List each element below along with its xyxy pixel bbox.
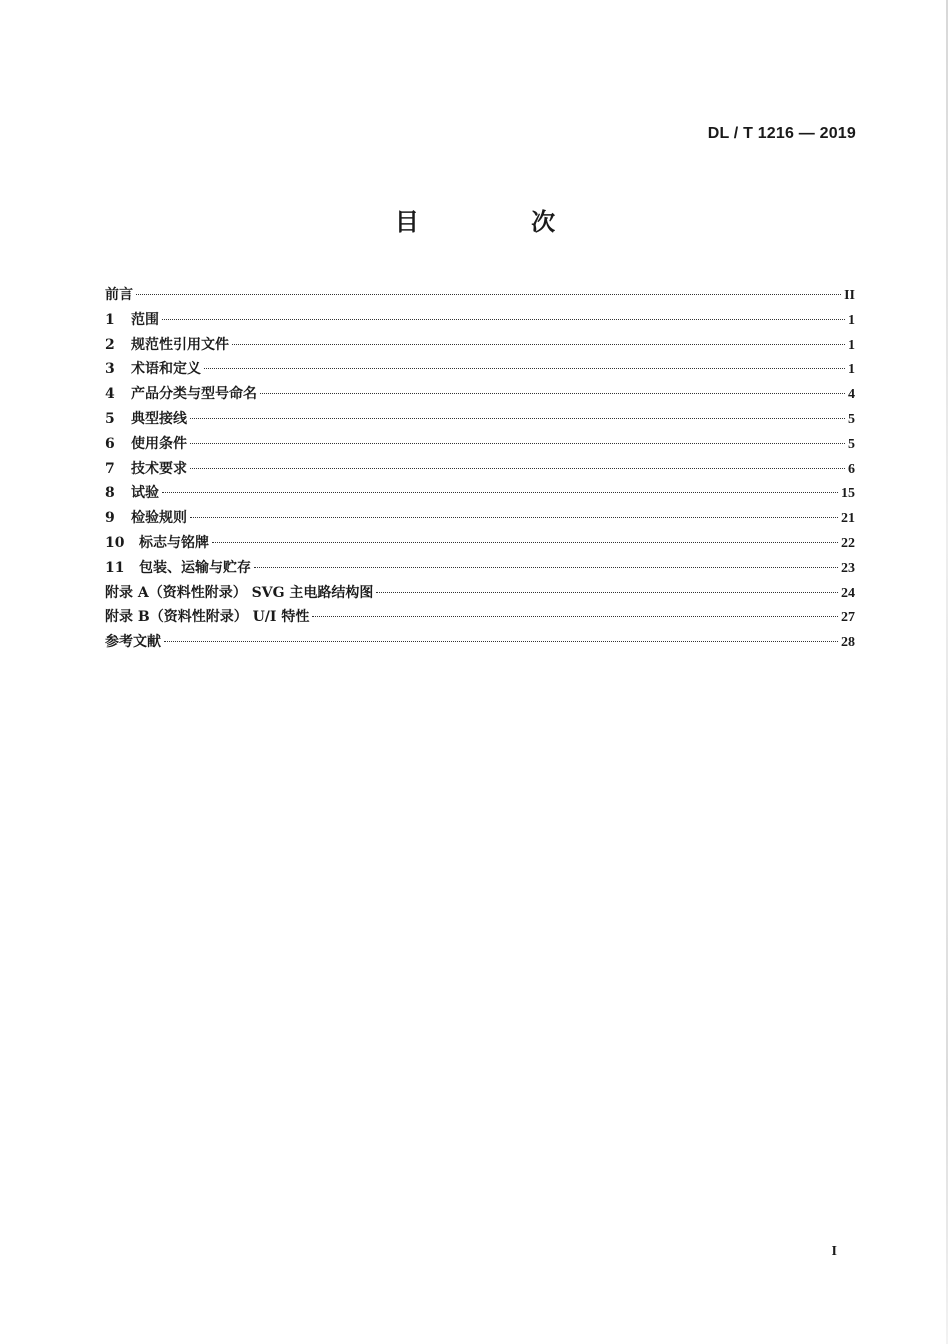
page-number: I xyxy=(831,1244,837,1259)
toc-dot-leader xyxy=(376,592,838,593)
toc-dot-leader xyxy=(162,319,845,320)
toc-entry-label: 前言 xyxy=(105,287,133,303)
toc-dot-leader xyxy=(312,616,838,617)
toc-entry-page: 5 xyxy=(848,411,855,427)
toc-entry-inspection-rules[interactable] xyxy=(105,507,855,532)
toc-entry-terms-definitions[interactable] xyxy=(105,358,855,383)
toc-entry-annex-a[interactable] xyxy=(105,582,855,607)
toc-entry-label: 检验规则 xyxy=(131,510,187,527)
toc-entry-label: 术语和定义 xyxy=(131,361,201,378)
scan-edge-shadow xyxy=(946,0,948,1344)
toc-dot-leader xyxy=(162,492,838,493)
toc-entry-number: 6 xyxy=(105,435,115,452)
toc-entry-label: 包装、运输与贮存 xyxy=(139,559,251,576)
toc-dot-leader xyxy=(190,418,845,419)
toc-entry-number: 8 xyxy=(105,485,115,502)
toc-dot-leader xyxy=(190,517,838,518)
toc-entry-bibliography[interactable] xyxy=(105,631,855,656)
toc-entry-page: 4 xyxy=(848,387,855,403)
toc-entry-tests[interactable] xyxy=(105,482,855,507)
toc-entry-label: 技术要求 xyxy=(131,460,187,477)
toc-entry-number: 7 xyxy=(105,460,115,477)
toc-entry-classification[interactable] xyxy=(105,383,855,408)
toc-entry-annex-b[interactable] xyxy=(105,606,855,631)
toc-entry-page: 1 xyxy=(848,362,855,378)
toc-entry-number: 5 xyxy=(105,410,115,427)
toc-dot-leader xyxy=(260,393,845,394)
toc-entry-label: 附录 B（资料性附录） U/I 特性 xyxy=(105,609,310,626)
toc-entry-typical-wiring[interactable] xyxy=(105,408,855,433)
document-code: DL / T 1216 — 2019 xyxy=(707,125,856,142)
toc-entry-page: 22 xyxy=(841,535,855,551)
toc-dot-leader xyxy=(232,344,845,345)
toc-entry-label: 标志与铭牌 xyxy=(139,534,209,551)
toc-entry-number: 4 xyxy=(105,386,115,403)
toc-dot-leader xyxy=(254,567,838,568)
toc-entry-page: 15 xyxy=(841,486,855,502)
toc-dot-leader xyxy=(190,468,845,469)
toc-entry-label: 试验 xyxy=(131,485,159,502)
toc-entry-number: 9 xyxy=(105,510,115,527)
toc-entry-page: 27 xyxy=(841,610,855,626)
toc-entry-page: 1 xyxy=(848,337,855,353)
toc-entry-packaging[interactable] xyxy=(105,557,855,582)
toc-entry-page: II xyxy=(844,288,855,303)
toc-entry-page: 24 xyxy=(841,585,855,601)
toc-entry-technical-requirements[interactable] xyxy=(105,458,855,483)
toc-entry-label: 产品分类与型号命名 xyxy=(131,386,257,403)
toc-entry-number: 10 xyxy=(105,534,125,551)
toc-entry-label: 典型接线 xyxy=(131,410,187,427)
toc-dot-leader xyxy=(204,368,845,369)
toc-entry-label: 使用条件 xyxy=(131,435,187,452)
toc-entry-label: 规范性引用文件 xyxy=(131,336,229,353)
table-of-contents xyxy=(105,284,855,656)
toc-entry-page: 6 xyxy=(848,461,855,477)
toc-entry-page: 21 xyxy=(841,511,855,527)
toc-entry-page: 1 xyxy=(848,312,855,328)
toc-entry-label: 范围 xyxy=(131,311,159,328)
toc-entry-marking-nameplate[interactable] xyxy=(105,532,855,557)
toc-entry-scope[interactable] xyxy=(105,309,855,334)
toc-dot-leader xyxy=(190,443,845,444)
toc-entry-preface[interactable] xyxy=(105,284,855,309)
toc-entry-conditions[interactable] xyxy=(105,433,855,458)
toc-entry-page: 28 xyxy=(841,635,855,651)
toc-entry-page: 5 xyxy=(848,436,855,452)
toc-entry-page: 23 xyxy=(841,560,855,576)
toc-title: 目 次 xyxy=(394,208,608,236)
toc-dot-leader xyxy=(212,542,838,543)
toc-entry-label: 附录 A（资料性附录） SVG 主电路结构图 xyxy=(105,584,374,601)
toc-entry-number: 1 xyxy=(105,311,115,328)
toc-entry-normative-references[interactable] xyxy=(105,334,855,359)
toc-entry-number: 3 xyxy=(105,361,115,378)
toc-entry-label: 参考文献 xyxy=(105,634,161,651)
toc-dot-leader xyxy=(164,641,838,642)
toc-dot-leader xyxy=(136,294,841,295)
toc-entry-number: 2 xyxy=(105,336,115,353)
toc-entry-number: 11 xyxy=(105,559,125,576)
